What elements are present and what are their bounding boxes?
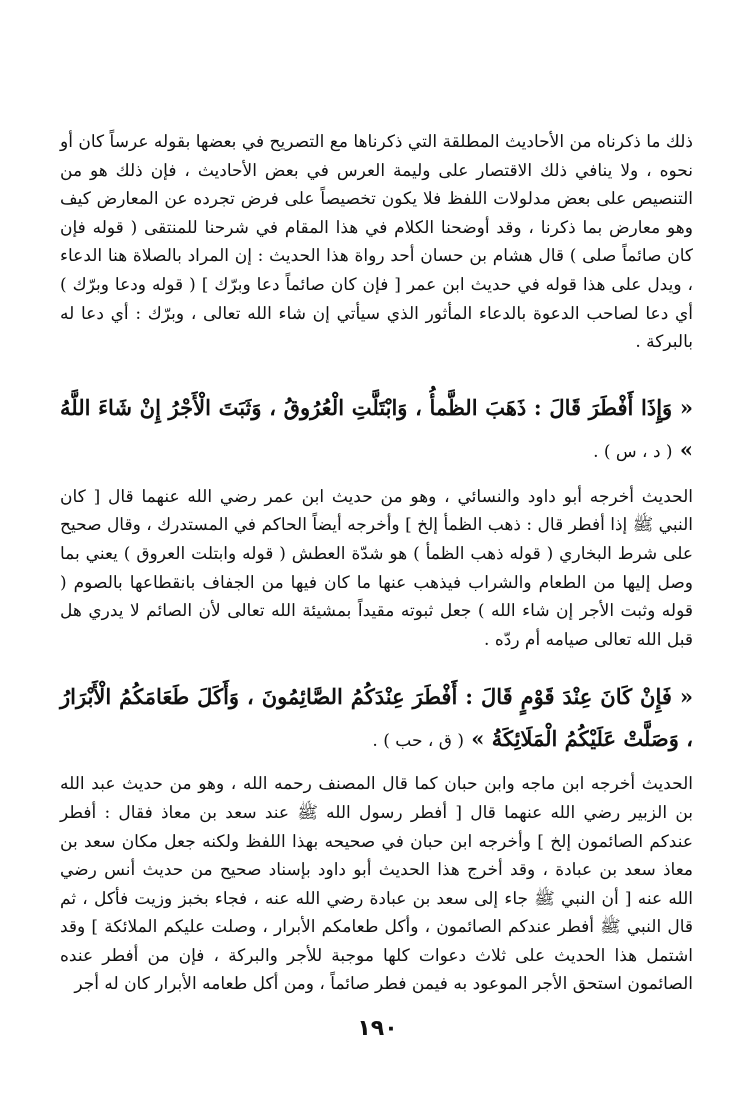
hadith-2-text: « فَإِنْ كَانَ عِنْدَ قَوْمٍ قَالَ : أَفْطَرَ عِنْدَكُمُ الصَّائِمُونَ ، وَأَكَلَ طَعَامَكُمُ الْأَبْرَارُ ، وَصَلَّتْ عَلَيْكُمُ الْمَلَائِكَةُ » xyxy=(60,684,693,752)
commentary-paragraph-3: الحديث أخرجه ابن ماجه وابن حبان كما قال المصنف رحمه الله ، وهو من حديث عبد الله بن الزبير رضي الله عنهما قال [ أفطر رسول الله ﷺ عند سعد بن معاذ فقال : أفطر عندكم الصائمون إلخ ] وأخرجه ابن حبان في صحيحه بهذا اللفظ ولكنه جعل مكان سعد بن معاذ سعد بن عبادة ، وقد أخرج هذا الحديث أبو داود بإسناد صحيح من حديث أنس رضي الله عنه [ أن النبي ﷺ جاء إلى سعد بن عبادة رضي الله عنه ، فجاء بخبز وزيت فأكل ، ثم قال النبي ﷺ أفطر عندكم الصائمون ، وأكل طعامكم الأبرار ، وصلت عليكم الملائكة ] وقد اشتمل هذا الحديث على ثلاث دعوات كلها موجبة للأجر والبركة ، فإن من أفطر عنده الصائمون استحق الأجر الموعود به فيمن فطر صائماً ، ومن أكل طعامه الأبرار كان له أجر xyxy=(60,774,693,995)
page-number: ١٩٠ xyxy=(357,1016,398,1041)
hadith-text-1 xyxy=(60,387,693,473)
commentary-paragraph-1: ذلك ما ذكرناه من الأحاديث المطلقة التي ذكرناها مع التصريح في بعضها بقوله عرساً كان أو نحوه ، ولا ينافي ذلك الاقتصار على وليمة العرس في بعض الأحاديث ، فإن ذلك هو من التنصيص على بعض مدلولات اللفظ فلا يكون تخصيصاً على فرض تجرده عن المعارض كيف وهو معارض بما ذكرنا ، وقد أوضحنا الكلام في هذا المقام في شرحنا للمنتقى ( قوله فإن كان صائماً صلى ) قال هشام بن حسان أحد رواة هذا الحديث : إن المراد بالصلاة هنا الدعاء ، ويدل على هذا قوله في حديث ابن عمر [ فإن كان صائماً دعا وبرّك ] ( قوله ودعا وبرّك ) أي دعا لصاحب الدعوة بالدعاء المأثور الذي سيأتي إن شاء الله تعالى ، وبرّك : أي دعا له بالبركة . xyxy=(60,132,693,353)
commentary-paragraph-2: الحديث أخرجه أبو داود والنسائي ، وهو من حديث ابن عمر رضي الله عنهما قال [ كان النبي ﷺ إذا أفطر قال : ذهب الظمأ إلخ ] وأخرجه أيضاً الحاكم في المستدرك ، وقال صحيح على شرط البخاري ( قوله ذهب الظمأ ) هو شدّة العطش ( قوله وابتلت العروق ) يعني بما وصل إليها من الطعام والشراب فيذهب عنها ما كان فيها من الجفاف بانقطاعها بالصوم ( قوله وثبت الأجر إن شاء الله ) جعل ثبوته مقيداً بمشيئة الله تعالى لأن الصائم لا يدري هل قبل الله تعالى صيامه أم ردّه . xyxy=(60,486,693,650)
hadith-1-reference: ( د ، س ) . xyxy=(593,441,673,462)
hadith-2-reference: ( ق ، حب ) . xyxy=(372,731,464,752)
hadith-text-2 xyxy=(60,676,693,762)
hadith-1-text: « وَإِذَا أَفْطَرَ قَالَ : ذَهَبَ الظَّمأُ ، وَابْتَلَّتِ الْعُرُوقُ ، وَثَبَتَ الْأَجْرُ إِنْ شَاءَ اللَّهُ » xyxy=(60,394,693,462)
